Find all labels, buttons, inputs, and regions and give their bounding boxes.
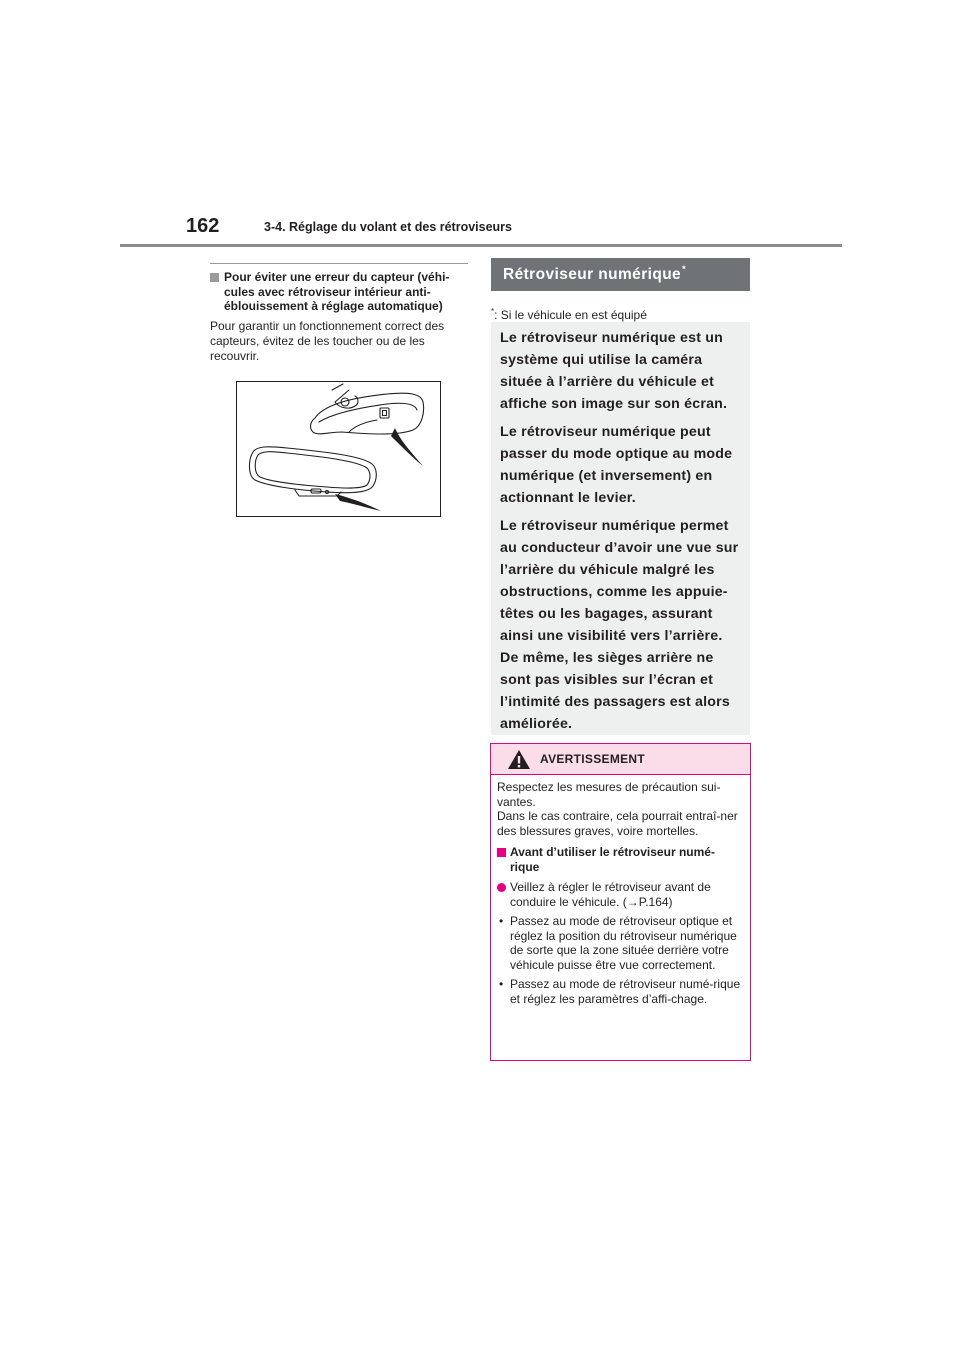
sensor-subheading-text: Pour éviter une erreur du capteur (véhi-cules avec rétroviseur intérieur anti-éblouissement à réglage automatique) xyxy=(224,270,450,313)
mirror-illustration xyxy=(236,381,441,517)
mirror-drawing xyxy=(237,382,440,516)
intro-paragraph-2: Le rétroviseur numérique peut passer du mode optique au mode numérique (et inversement) en actionnant le levier. xyxy=(500,424,733,506)
section-title: 3-4. Réglage du volant et des rétroviseurs xyxy=(264,220,512,234)
warning-title: AVERTISSEMENT xyxy=(540,752,646,766)
warning-triangle-icon xyxy=(507,749,531,770)
sensor-rect xyxy=(380,408,389,418)
warning-bullet-2-text: Passez au mode de rétroviseur numé-rique et réglez les paramètres d’affi-chage. xyxy=(510,977,741,1006)
page-number: 162 xyxy=(186,215,220,237)
sensor-subheading xyxy=(210,270,468,314)
warning-body xyxy=(491,775,750,1006)
circle-bullet-icon xyxy=(497,883,506,892)
header-rule xyxy=(120,244,842,247)
warning-subheading xyxy=(497,845,742,874)
warning-paragraph-2: Dans le cas contraire, cela pourrait entraî-ner des blessures graves, voire mortelles. xyxy=(497,809,738,838)
section-divider xyxy=(210,263,468,264)
arrow-upper xyxy=(391,428,423,466)
warning-bullet-1 xyxy=(497,914,742,972)
bullet-char: • xyxy=(499,977,504,991)
intro-paragraph-1: Le rétroviseur numérique est un système qui utilise la caméra située à l’arrière du véhicule et affiche son image sur son écran. xyxy=(500,330,728,412)
banner-asterisk: * xyxy=(682,264,686,274)
warning-subheading-text: Avant d’utiliser le rétroviseur numé-rique xyxy=(510,845,715,874)
warning-bullet-2 xyxy=(497,977,742,1006)
warning-paragraph-1: Respectez les mesures de précaution sui-vantes. xyxy=(497,780,721,809)
warning-box xyxy=(490,743,751,1061)
digital-mirror-banner xyxy=(491,258,750,291)
square-bullet-icon xyxy=(497,848,506,857)
warning-dot-item xyxy=(497,880,742,909)
warning-dot-text: Veillez à régler le rétroviseur avant de conduire le véhicule. (→P.164) xyxy=(510,880,711,909)
equipment-footnote xyxy=(491,304,647,323)
arrow-lower xyxy=(335,494,381,511)
intro-box xyxy=(491,322,750,735)
sensor-body-text: Pour garantir un fonctionnement correct des capteurs, évitez de les toucher ou de les recouvrir. xyxy=(210,318,445,363)
banner-title: Rétroviseur numérique xyxy=(503,266,682,283)
footnote-asterisk: * xyxy=(491,307,495,316)
bullet-char: • xyxy=(499,914,504,928)
warning-bullet-1-text: Passez au mode de rétroviseur optique et réglez la position du rétroviseur numérique de sorte que la zone située derrière votre véhicule puisse être vue correctement. xyxy=(510,914,737,972)
warning-header xyxy=(491,744,750,775)
left-column xyxy=(210,263,468,364)
square-bullet-icon xyxy=(210,273,219,282)
footnote-text: : Si le véhicule en est équipé xyxy=(494,308,647,322)
upper-mirror-outline xyxy=(311,393,424,434)
intro-paragraph-3: Le rétroviseur numérique permet au conducteur d’avoir une vue sur l’arrière du véhicule malgré les obstructions, comme les appuie-têtes ou les bagages, assurant ainsi une visibilité vers l’arrière. De même, les sièges arrière ne sont pas visibles sur l’écran et l’intimité des passagers est alors améliorée. xyxy=(500,518,739,732)
